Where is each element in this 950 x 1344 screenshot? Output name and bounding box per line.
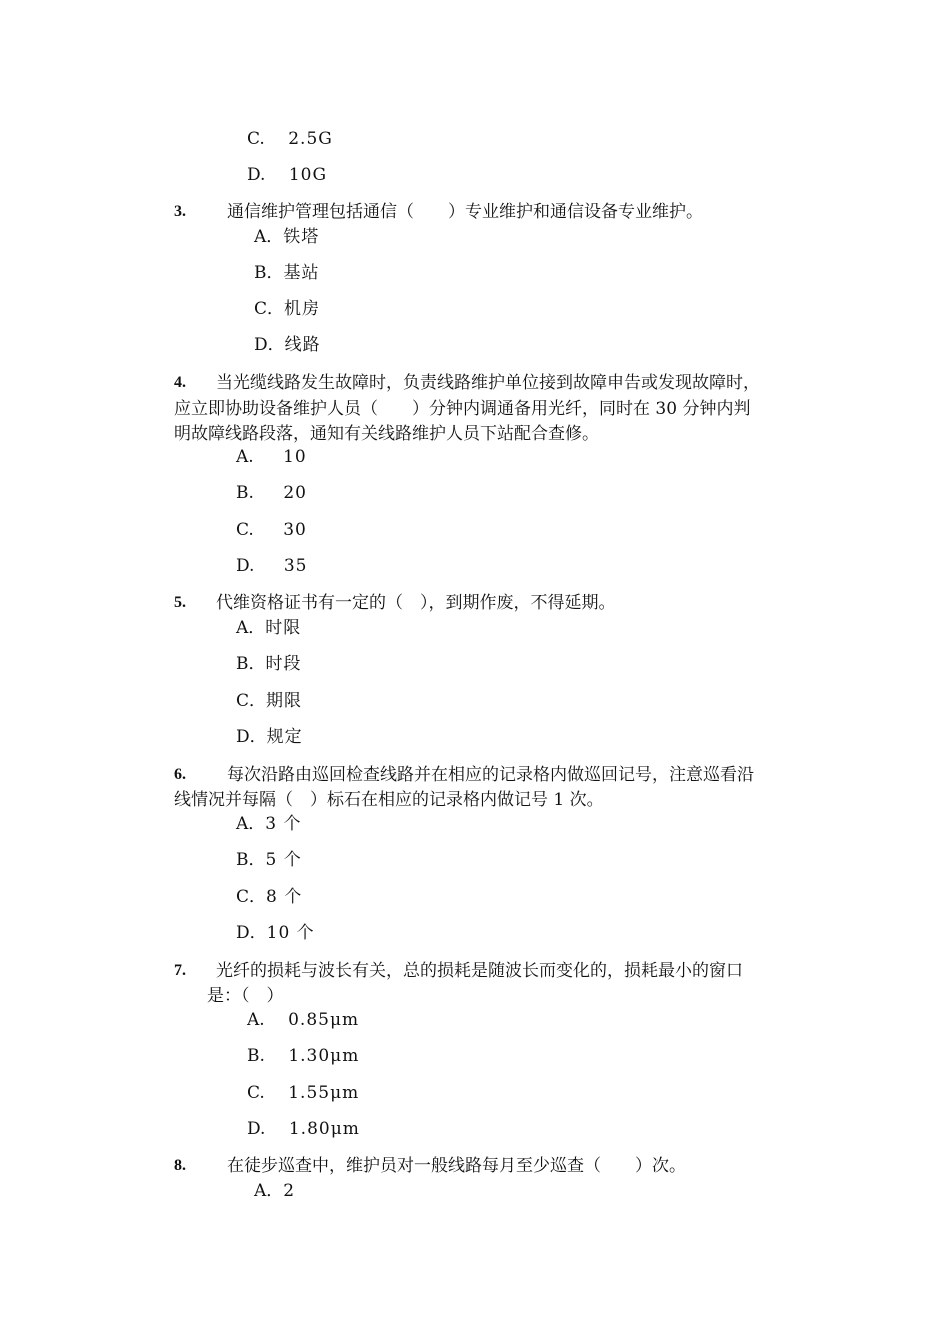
option-label: D. (236, 556, 255, 576)
option-item (254, 225, 319, 249)
option-item (254, 333, 321, 357)
option-item (236, 921, 315, 945)
option-text: 1.30μm (288, 1046, 360, 1066)
option-item (236, 725, 303, 749)
option-text: 5 个 (265, 850, 302, 870)
option-text: 机房 (284, 299, 321, 319)
option-label: C. (247, 129, 265, 149)
question-number: 6. (174, 766, 186, 783)
option-item (254, 297, 320, 321)
option-item (236, 481, 307, 505)
option-label: C． (236, 691, 267, 711)
option-text: 10G (288, 165, 328, 185)
option-text: 3 个 (265, 814, 302, 834)
option-item (236, 812, 302, 836)
option-text: 时段 (265, 654, 302, 674)
question-number: 7. (174, 962, 186, 979)
option-item (247, 1044, 359, 1068)
question-text-line: 当光缆线路发生故障时，负责线路维护单位接到故障申告或发现故障时， (216, 373, 760, 393)
option-item (247, 1117, 360, 1141)
option-text: 0.85μm (288, 1010, 360, 1030)
question-text: 在徒步巡查中，维护员对一般线路每月至少巡查（ ）次。 (227, 1156, 686, 1176)
option-text: 铁塔 (283, 227, 320, 247)
question-text-line: 明故障线路段落，通知有关线路维护人员下站配合查修。 (174, 424, 599, 444)
question-text-line: 每次沿路由巡回检查线路并在相应的记录格内做巡回记号，注意巡看沿 (227, 765, 754, 785)
option-item (236, 848, 302, 872)
option-label: C． (236, 887, 267, 907)
option-item (254, 261, 320, 285)
option-label: B. (247, 1046, 265, 1066)
option-item (236, 616, 301, 640)
option-text: 基站 (283, 263, 320, 283)
option-label: D. (247, 1119, 266, 1139)
option-text: 期限 (266, 691, 303, 711)
option-text: 10 个 (266, 923, 315, 943)
option-label: B. (236, 483, 254, 503)
option-text: 线路 (284, 335, 321, 355)
option-text: 20 (283, 483, 307, 503)
question-number: 4. (174, 374, 186, 391)
question-text: 代维资格证书有一定的（ ），到期作废，不得延期。 (216, 593, 616, 613)
option-label: B． (254, 263, 284, 283)
option-label: C． (254, 299, 285, 319)
option-item (236, 652, 302, 676)
option-text: 1.80μm (288, 1119, 360, 1139)
question-text-line: 线情况并每隔（ ）标石在相应的记录格内做记号 1 次。 (174, 790, 604, 810)
option-label: A． (236, 814, 266, 834)
option-label: A． (254, 227, 284, 247)
question-text-line: 应立即协助设备维护人员（ ）分钟内调通备用光纤，同时在 30 分钟内判 (174, 399, 751, 419)
option-item (254, 1179, 295, 1203)
option-text: 1.55μm (288, 1083, 360, 1103)
option-text: 35 (283, 556, 308, 576)
option-label: A． (254, 1181, 284, 1201)
option-label: B． (236, 850, 266, 870)
option-item (247, 1081, 359, 1105)
option-text: 30 (283, 520, 307, 540)
option-item (247, 163, 327, 187)
option-label: C. (236, 520, 254, 540)
question-number: 5. (174, 594, 186, 611)
option-label: A. (247, 1010, 265, 1030)
option-label: C. (247, 1083, 265, 1103)
option-item (247, 1008, 359, 1032)
option-label: A. (236, 447, 254, 467)
option-text: 时限 (265, 618, 302, 638)
option-item (236, 518, 307, 542)
question-number: 8. (174, 1157, 186, 1174)
option-label: D． (254, 335, 285, 355)
option-label: D． (236, 923, 267, 943)
option-label: D． (236, 727, 267, 747)
option-item (236, 689, 302, 713)
option-label: A． (236, 618, 266, 638)
option-text: 10 (283, 447, 307, 467)
option-text: 2.5G (288, 129, 333, 149)
question-text-line: 是：（ ） (207, 986, 284, 1006)
option-label: D. (247, 165, 266, 185)
option-item (236, 554, 307, 578)
question-text-line: 光纤的损耗与波长有关，总的损耗是随波长而变化的，损耗最小的窗口 (216, 961, 743, 981)
question-number: 3. (174, 203, 186, 220)
question-text: 通信维护管理包括通信（ ）专业维护和通信设备专业维护。 (227, 202, 703, 222)
option-item (236, 885, 302, 909)
option-item (247, 127, 333, 151)
option-item (236, 445, 307, 469)
option-text: 2 (283, 1181, 296, 1201)
option-text: 8 个 (266, 887, 303, 907)
option-text: 规定 (266, 727, 303, 747)
option-label: B． (236, 654, 266, 674)
